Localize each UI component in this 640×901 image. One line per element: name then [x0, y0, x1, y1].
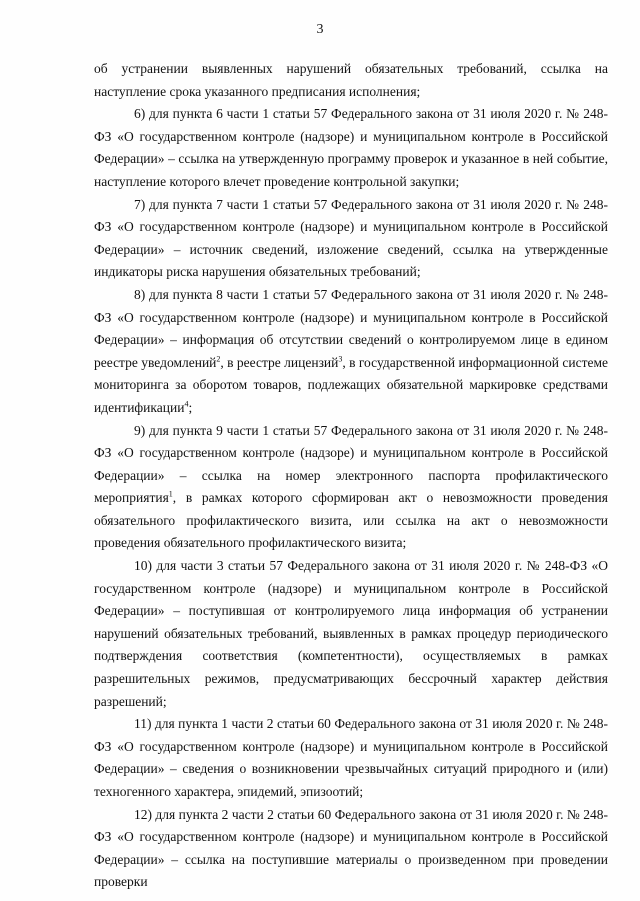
footnote-ref-1: 1 [168, 489, 173, 499]
paragraph-item-9-text: , в рамках которого сформирован акт о невозможности проведения обязательного профилактического визита, или ссылка на акт о невозможности проведения обязательного профилактического визита; [94, 490, 608, 551]
footnote-ref-3: 3 [338, 354, 343, 364]
paragraph-item-9 [94, 420, 608, 556]
paragraph-item-8-text: , в реестре лицензий [220, 354, 339, 370]
paragraph-item-8-text: 8) для пункта 8 части 1 статьи 57 Федерального закона от 31 июля 2020 г. № 248-ФЗ «О государственном контроле (надзоре) и муниципальном контроле в Российской Федерации» – информация об отсутствии сведений о контролируемом лице в едином реестре уведомлений [94, 286, 608, 370]
paragraph-item-10: 10) для части 3 статьи 57 Федерального закона от 31 июля 2020 г. № 248-ФЗ «О государственном контроле (надзоре) и муниципальном контроле в Российской Федерации» – поступившая от контролируемого лица информация об устранении нарушений обязательных требований, выявленных в рамках процедур периодического подтверждения соответствия (компетентности), осуществляемых в рамках разрешительных режимов, предусматривающих бессрочный характер действия разрешений; [94, 558, 608, 709]
paragraph-item-7: 7) для пункта 7 части 1 статьи 57 Федерального закона от 31 июля 2020 г. № 248-ФЗ «О государственном контроле (надзоре) и муниципальном контроле в Российской Федерации» – источник сведений, изложение сведений, ссылка на утвержденные индикаторы риска нарушения обязательных требований; [94, 196, 608, 280]
paragraph-item-6: 6) для пункта 6 части 1 статьи 57 Федерального закона от 31 июля 2020 г. № 248-ФЗ «О государственном контроле (надзоре) и муниципальном контроле в Российской Федерации» – ссылка на утвержденную программу проверок и указанное в ней событие, наступление которого влечет проведение контрольной закупки; [94, 106, 608, 189]
paragraph-item-8-text: , в государственной информационной системе мониторинга за оборотом товаров, подлежащих обязательной маркировке средствами идентификации [94, 354, 609, 415]
paragraph-item-9-text: 9) для пункта 9 части 1 статьи 57 Федерального закона от 31 июля 2020 г. № 248-ФЗ «О государственном контроле (надзоре) и муниципальном контроле в Российской Федерации» – ссылка на номер электронного паспорта профилактического мероприятия [94, 422, 608, 506]
paragraph-item-8 [94, 284, 608, 420]
footnote-ref-2: 2 [216, 354, 221, 364]
paragraph-item-11: 11) для пункта 1 части 2 статьи 60 Федерального закона от 31 июля 2020 г. № 248-ФЗ «О государственном контроле (надзоре) и муниципальном контроле в Российской Федерации» – сведения о возникновении чрезвычайных ситуаций природного и (или) техногенного характера, эпидемий, эпизоотий; [94, 716, 608, 799]
document-body [94, 58, 608, 894]
paragraph-item-8-text: ; [188, 399, 193, 415]
footnote-ref-4: 4 [184, 399, 189, 409]
page-number: 3 [316, 22, 324, 37]
paragraph-item-12: 12) для пункта 2 части 2 статьи 60 Федерального закона от 31 июля 2020 г. № 248-ФЗ «О государственном контроле (надзоре) и муниципальном контроле в Российской Федерации» – ссылка на поступившие материалы о произведенном при проведении проверки [94, 806, 608, 890]
paragraph-continuation: об устранении выявленных нарушений обязательных требований, ссылка на наступление срока указанного предписания исполнения; [94, 61, 608, 99]
